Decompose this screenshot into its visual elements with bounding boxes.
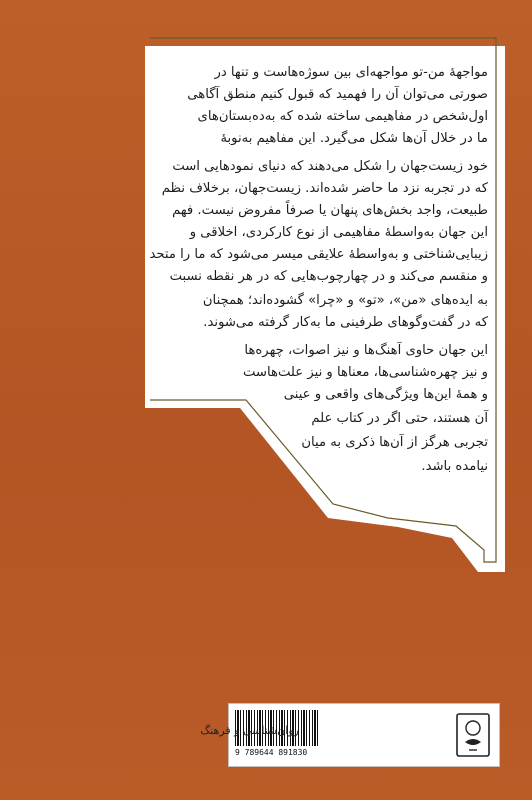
text-line: این جهان حاوی آهنگ‌ها و نیز اصوات، چهره‌ها [244, 343, 488, 358]
text-line: و منقسم می‌کند و در چهارچوب‌هایی که در هر نقطه نسبت [169, 269, 488, 284]
text-line: خود زیست‌جهان را شکل می‌دهند که دنیای نمودهایی است [172, 159, 488, 174]
text-line: ما در خلال آن‌ها شکل می‌گیرد. این مفاهیم به‌نوبۀ [220, 131, 488, 146]
text-line: و همۀ این‌ها ویژگی‌های واقعی و عینی [283, 387, 488, 402]
text-line: که در تجربه نزد ما حاضر شده‌اند. زیست‌جهان، برخلاف نظم [161, 181, 488, 196]
text-line: تجربی هرگز از آن‌ها ذکری به میان [301, 435, 488, 450]
back-cover-text [148, 62, 488, 522]
text-line: که در گفت‌وگوهای طرفینی ما به‌کار گرفته می‌شوند. [203, 315, 488, 330]
text-line: طبیعت، واجد بخش‌های پنهان یا صرفاً مفروض نیست. فهم [172, 203, 488, 218]
publisher-logo-icon [455, 712, 491, 758]
text-line: این جهان به‌واسطۀ مفاهیمی از نوع کارکردی، اخلاقی و [189, 225, 488, 240]
text-line: به ایده‌های «من»، «تو» و «چرا» گشوده‌اند؛ همچنان [202, 293, 488, 308]
text-line: نیامده باشد. [421, 459, 488, 474]
text-line: آن هستند، حتی اگر در کتاب علم [311, 411, 488, 426]
text-line: صورتی می‌توان آن را فهمید که قبول کنیم منطق آگاهی [187, 87, 488, 102]
text-line: مواجهۀ من-تو مواجهه‌ای بین سوژه‌هاست و تنها در [214, 65, 488, 80]
text-line: زیبایی‌شناختی و به‌واسطۀ علایقی میسر می‌شود که ما را متحد [149, 247, 488, 262]
text-line: و نیز چهره‌شناسی‌ها، معناها و نیز علت‌هاست [242, 365, 488, 380]
publisher-barcode-box [200, 703, 500, 767]
publisher-name: روان‌شناسی و فرهنگ [200, 724, 299, 737]
isbn-number: 9 789644 891830 [235, 748, 308, 757]
text-line: اول‌شخص در مفاهیمی ساخته شده که به‌دەبستان‌های [197, 109, 488, 124]
